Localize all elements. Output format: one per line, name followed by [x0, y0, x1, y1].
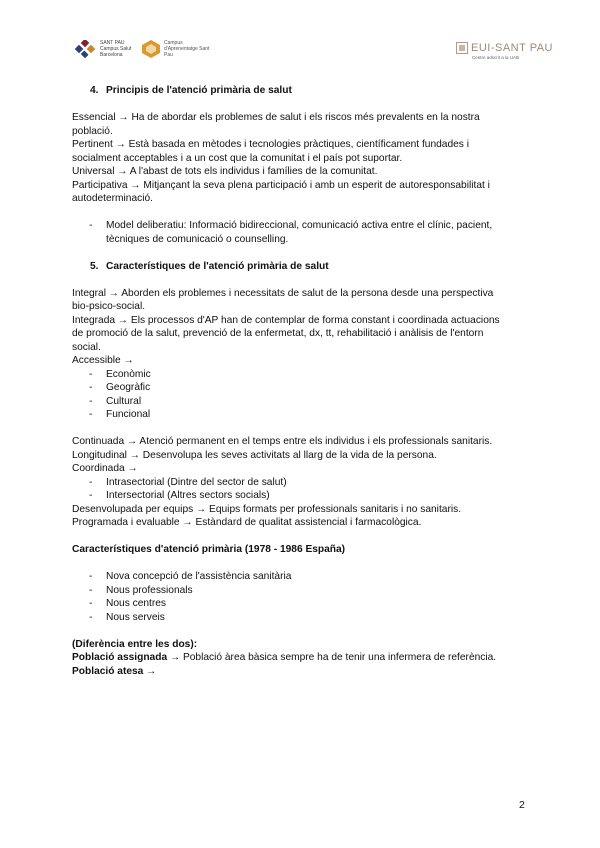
list-item: - Nous centres	[89, 598, 167, 609]
logo-eui-name: EUI-SANT PAU	[471, 42, 553, 54]
list-item: - Nous serveis	[89, 611, 165, 623]
principle-pertinent: Pertinent → Està basada en mètodes i tecnologies pràctiques, científicament fundades i socialment acceptables i a un cost que la comunitat i el país pot suportar.	[72, 139, 469, 164]
section-4-heading	[72, 84, 512, 98]
list-item: - Cultural	[89, 395, 142, 407]
list-item: - Intrasectorial (Dintre del sector de salut)	[89, 476, 287, 488]
char-equips: Desenvolupada per equips → Equips formats per professionals sanitaris i no sanitaris.	[72, 503, 462, 515]
section-5-number: 5.	[90, 260, 99, 272]
principle-universal: Universal → A l'abast de tots els individus i famílies de la comunitat.	[72, 166, 378, 177]
logo-eui-sub: Centre adscrit a la UAB	[472, 55, 520, 60]
logo-campus	[142, 40, 210, 58]
accessible-list	[72, 368, 512, 422]
model-list	[72, 219, 512, 246]
coordinada-list	[72, 476, 512, 503]
principle-essencial: Essencial → Ha de abordar els problemes de salut i els riscos més prevalents en la nostra població.	[72, 112, 480, 137]
list-item: - Model deliberatiu: Informació bidireccional, comunicació activa entre el clínic, pacient, tècniques de comunicació o counselling.	[89, 220, 493, 245]
list-item: - Nova concepció de l'assistència sanitària	[89, 571, 292, 582]
principle-participativa: Participativa → Mitjançant la seva plena participació i amb un esperit de autoresponsabilitat i autodeterminació.	[72, 179, 490, 204]
char-longitudinal: Longitudinal → Desenvolupa les seves activitats al llarg de la vida de la persona.	[72, 449, 437, 461]
logo-campus-text: Campus d'Aprenentatge Sant Pau	[164, 40, 210, 58]
char-accessible: Accessible →	[72, 355, 134, 366]
page-number: 2	[519, 799, 525, 811]
char-integral: Integral → Aborden els problemes i necessitats de salut de la persona desde una perspectiva bio-psico-social.	[72, 287, 494, 312]
section-5-heading	[72, 260, 512, 274]
list-item: - Econòmic	[89, 368, 151, 380]
section-4-number: 4.	[90, 85, 99, 96]
ap-1978-list	[72, 570, 512, 624]
ap-1978-heading: Característiques d'atenció primària (1978 - 1986 España)	[72, 544, 346, 555]
char-continuada: Continuada → Atenció permanent en el temps entre els individus i els professionals sanitaris.	[72, 436, 493, 447]
logo-eui	[456, 42, 553, 60]
char-integrada: Integrada → Els processos d'AP han de contemplar de forma constant i coordinada actuacions de promoció de la salut, prevenció de la enfermetat, dx, tt, rehabilitació i anàlisis de l'entorn social.	[72, 314, 500, 353]
poblacio-assignada: Població assignada → Població àrea bàsica sempre ha de tenir una infermera de referència.	[72, 652, 497, 663]
char-coordinada: Coordinada →	[72, 463, 138, 474]
section-5-title: Característiques de l'atenció primària de salut	[106, 260, 329, 272]
char-programada: Programada i evaluable → Estàndard de qualitat assistencial i farmacològica.	[72, 517, 422, 528]
section-4-title: Principis de l'atenció primària de salut	[106, 85, 292, 96]
list-item: - Geogràfic	[89, 382, 151, 393]
logo-santpau	[74, 40, 140, 58]
page-header	[0, 38, 600, 66]
document-body	[72, 84, 512, 678]
list-item: - Nous professionals	[89, 584, 193, 596]
differences-heading: (Diferència entre les dos):	[72, 638, 198, 650]
santpau-logo-icon	[74, 40, 96, 58]
list-item: - Funcional	[89, 409, 151, 420]
logo-santpau-text: SANT PAU Campus Salut Barcelona	[100, 40, 132, 58]
poblacio-atesa: Població atesa →	[72, 665, 157, 677]
eui-logo-icon	[456, 42, 468, 54]
list-item: - Intersectorial (Altres sectors socials)	[89, 490, 270, 501]
campus-logo-icon	[142, 40, 160, 58]
